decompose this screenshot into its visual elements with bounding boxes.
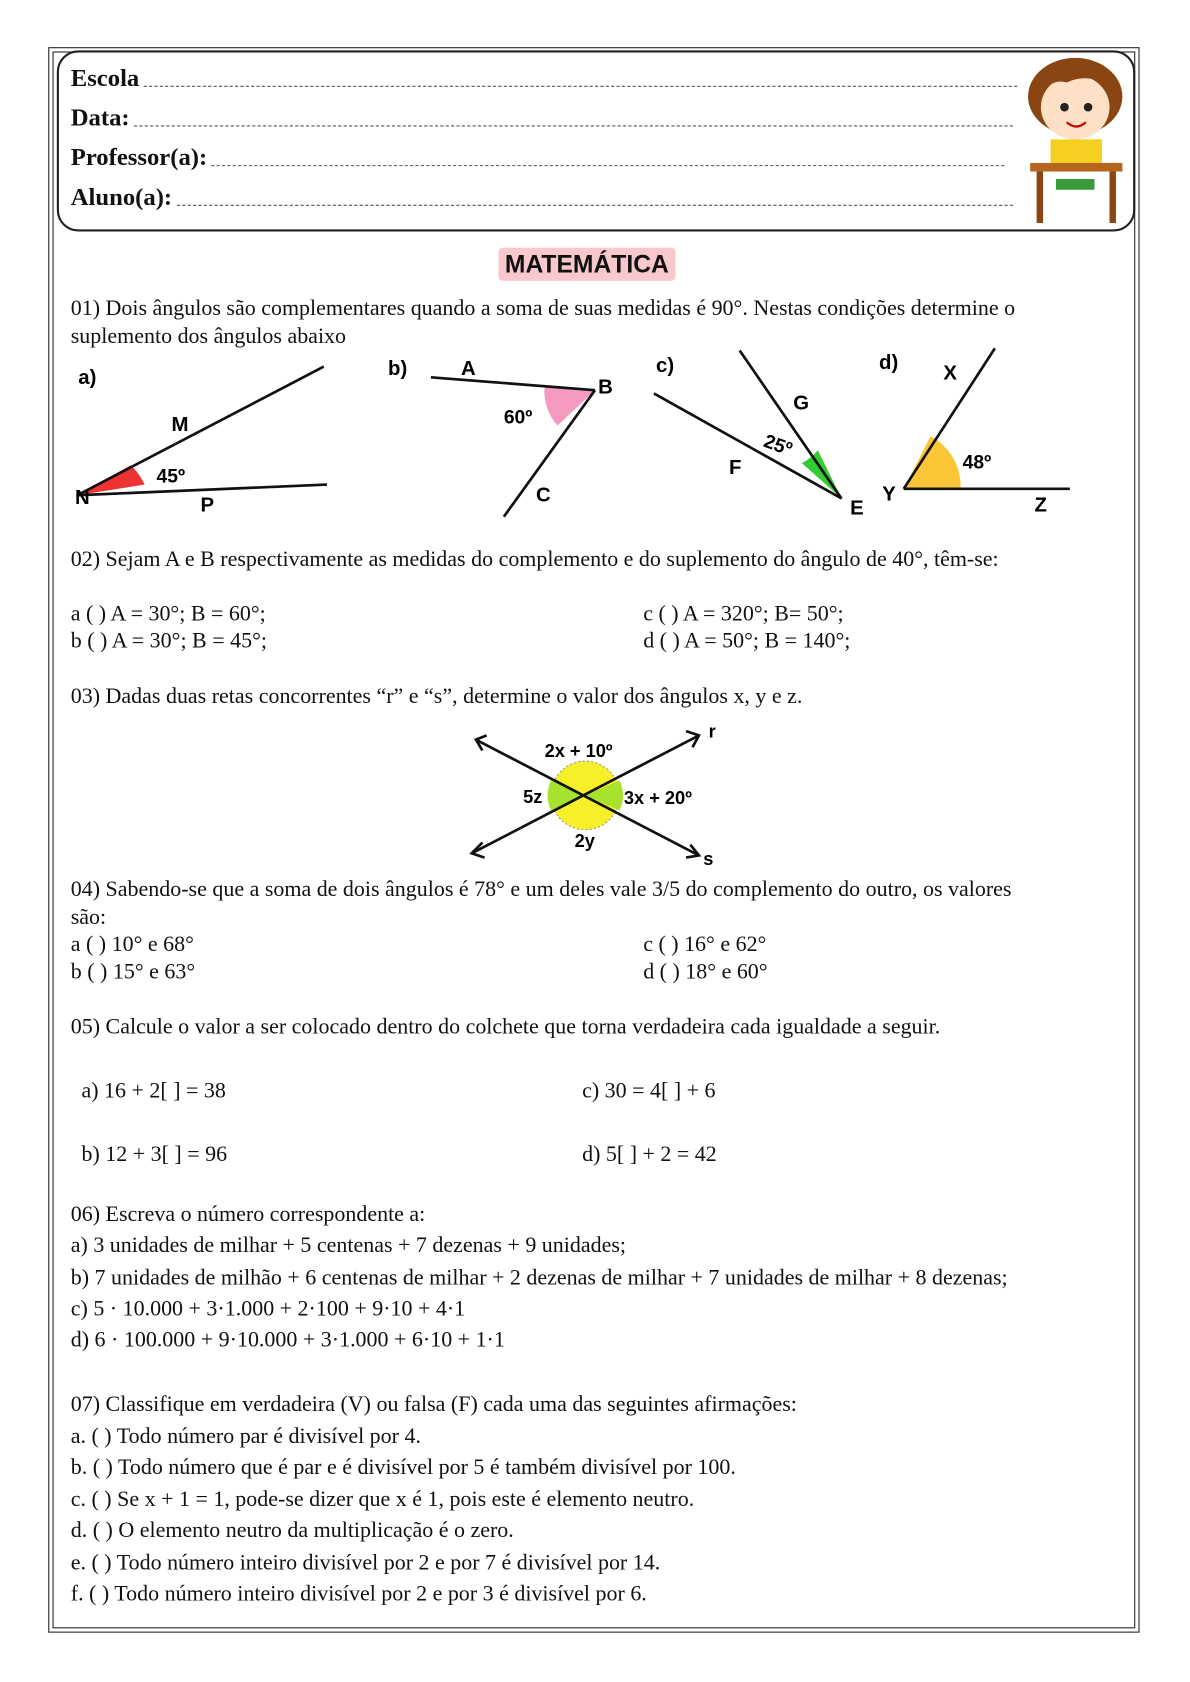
student-field[interactable] — [71, 183, 1013, 211]
q6-item-a: a) 3 unidades de milhar + 5 centenas + 7 dezenas + 9 unidades; — [70, 1233, 627, 1258]
q7-item-c[interactable]: c. ( ) Se x + 1 = 1, pode-se dizer que x é 1, pois este é elemento neutro. — [70, 1487, 695, 1512]
q5-item-c: c) 30 = 4[ ] + 6 — [582, 1079, 716, 1104]
date-field[interactable] — [71, 104, 1013, 132]
fig-c-angle: 25º — [760, 431, 795, 461]
fig-d-X: X — [943, 362, 957, 385]
q1-figures — [64, 345, 1093, 522]
school-field[interactable] — [71, 64, 1017, 92]
angle-left: 5z — [523, 786, 543, 807]
figure-b — [388, 358, 613, 517]
q4-text-2: são: — [70, 905, 107, 930]
date-label: Data: — [70, 103, 130, 131]
fig-c-E: E — [850, 497, 864, 520]
fig-a-M: M — [171, 413, 189, 436]
figure-d — [879, 348, 1070, 516]
fig-a-P: P — [200, 494, 215, 517]
q3-text: 03) Dadas duas retas concorrentes “r” e “s”, determine o valor dos ângulos x, y e z. — [70, 685, 803, 709]
school-line — [144, 85, 1018, 87]
teacher-label: Professor(a): — [70, 143, 208, 171]
figure-c — [654, 351, 864, 520]
fig-b-C: C — [536, 484, 551, 507]
school-label: Escola — [70, 64, 140, 92]
q5-text: 05) Calcule o valor a ser colocado dentro do colchete que torna verdadeira cada igualdade a seguir. — [70, 1015, 941, 1039]
q5-item-d: d) 5[ ] + 2 = 42 — [582, 1142, 717, 1167]
teacher-line — [212, 164, 1005, 166]
angle-top: 2x + 10º — [544, 740, 613, 761]
q7-text: 07) Classifique em verdadeira (V) ou falsa (F) cada uma das seguintes afirmações: — [70, 1392, 797, 1417]
q2-option-d[interactable]: d ( ) A = 50°; B = 140°; — [643, 629, 851, 653]
line-r-label: r — [708, 721, 716, 742]
q5-item-a: a) 16 + 2[ ] = 38 — [81, 1079, 226, 1104]
fig-c-F: F — [728, 456, 742, 479]
fig-d-Y: Y — [882, 483, 896, 506]
q2-option-a[interactable]: a ( ) A = 30°; B = 60°; — [70, 602, 266, 627]
q7-item-b[interactable]: b. ( ) Todo número que é par e é divisível por 5 é também divisível por 100. — [70, 1455, 736, 1480]
fig-a-angle: 45º — [156, 466, 186, 488]
angle-bottom: 2y — [574, 830, 595, 851]
figure-a — [75, 367, 327, 517]
q6-item-b: b) 7 unidades de milhão + 6 centenas de milhar + 2 dezenas de milhar + 7 unidades de milhar + 8 dezenas; — [70, 1266, 1008, 1290]
q7-item-f[interactable]: f. ( ) Todo número inteiro divisível por 2 e por 3 é divisível por 6. — [70, 1582, 647, 1606]
q6-item-d: d) 6 · 100.000 + 9·10.000 + 3·1.000 + 6·10 + 1·1 — [70, 1328, 505, 1352]
fig-d-angle: 48º — [962, 452, 992, 474]
q7-item-e[interactable]: e. ( ) Todo número inteiro divisível por 2 e por 7 é divisível por 14. — [70, 1551, 661, 1575]
fig-b-label: b) — [388, 358, 408, 381]
boy-illustration — [1024, 45, 1131, 227]
student-label: Aluno(a): — [70, 183, 173, 211]
fig-b-A: A — [460, 358, 476, 381]
fig-d-Z: Z — [1034, 494, 1047, 517]
q1-text: 01) Dois ângulos são complementares quando a soma de suas medidas é 90°. Nestas condições determine o — [70, 296, 1016, 321]
q4-option-b[interactable]: b ( ) 15° e 63° — [70, 960, 196, 985]
fig-a-N: N — [75, 486, 90, 509]
q4-text: 04) Sabendo-se que a soma de dois ângulos é 78° e um deles vale 3/5 do complemento do outro, os valores — [70, 877, 1012, 902]
fig-a-label: a) — [78, 366, 97, 389]
page-title: MATEMÁTICA — [498, 248, 675, 281]
q2-option-c[interactable]: c ( ) A = 320°; B= 50°; — [643, 602, 844, 627]
q6-text: 06) Escreva o número correspondente a: — [70, 1202, 426, 1227]
q2-text: 02) Sejam A e B respectivamente as medidas do complemento e do suplemento do ângulo de 40°, têm-se: — [70, 547, 999, 572]
date-line — [134, 124, 1013, 126]
student-line — [176, 204, 1012, 206]
q7-item-d[interactable]: d. ( ) O elemento neutro da multiplicação é o zero. — [70, 1519, 514, 1543]
fig-b-B: B — [598, 376, 613, 399]
angle-right: 3x + 20º — [623, 788, 692, 808]
q7-item-a[interactable]: a. ( ) Todo número par é divisível por 4. — [70, 1424, 421, 1449]
q4-option-a[interactable]: a ( ) 10° e 68° — [70, 932, 194, 957]
q2-option-b[interactable]: b ( ) A = 30°; B = 45°; — [70, 629, 267, 653]
fig-b-angle: 60º — [503, 407, 533, 429]
fig-d-label: d) — [879, 351, 899, 374]
q3-figure — [461, 720, 729, 872]
q6-item-c: c) 5 · 10.000 + 3·1.000 + 2·100 + 9·10 + 4·1 — [70, 1297, 466, 1321]
teacher-field[interactable] — [71, 144, 1005, 172]
q5-item-b: b) 12 + 3[ ] = 96 — [81, 1142, 228, 1167]
q4-option-c[interactable]: c ( ) 16° e 62° — [643, 932, 767, 957]
fig-c-label: c) — [656, 354, 675, 377]
line-s-label: s — [703, 849, 714, 870]
q4-option-d[interactable]: d ( ) 18° e 60° — [643, 960, 768, 985]
fig-c-G: G — [793, 392, 810, 415]
q1-text-2: suplemento dos ângulos abaixo — [70, 324, 347, 349]
